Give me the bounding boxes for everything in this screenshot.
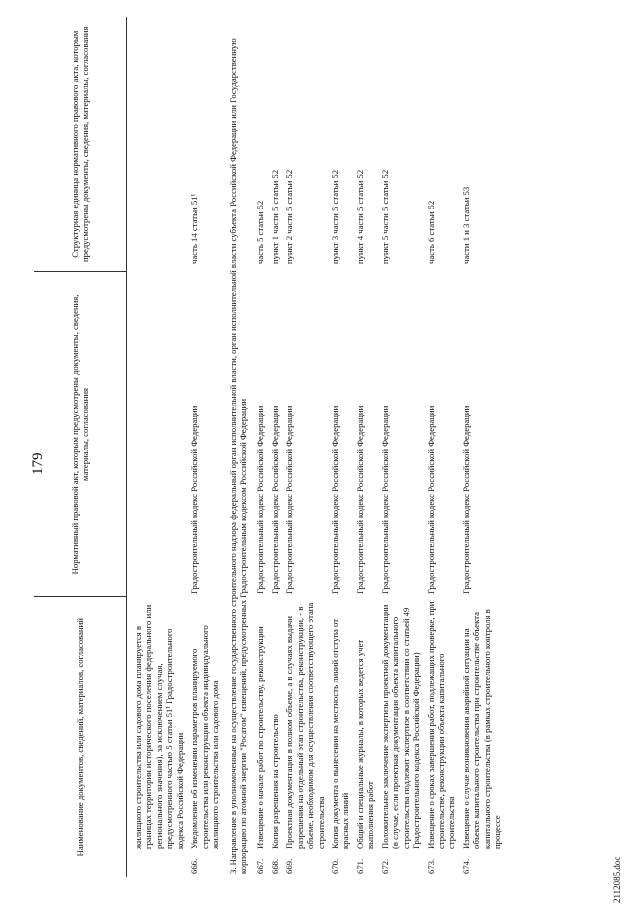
row-name: Извещение о начале работ по строительству, реконструкции xyxy=(255,626,266,849)
row-act: Градостроительный кодекс Российской Федерации xyxy=(255,405,266,594)
row-number: 671. xyxy=(354,858,365,874)
table-row xyxy=(268,17,282,877)
row-act: Градостроительный кодекс Российской Федерации xyxy=(269,405,280,594)
table-row xyxy=(187,17,222,877)
row-name: Уведомление об изменении параметров планируемого строительства или реконструкции объекта индивидуального жилищного строительства или садового дома xyxy=(189,625,221,849)
header-unit: Структурная единица нормативного правового акта, которым предусмотрены документы, сведения, материалы, согласования xyxy=(34,17,127,272)
section-heading: 3. Направление в уполномоченные на осуществление государственного строительного надзора федеральный орган исполнительной власти, орган исполнительной власти субъекта Российской Федерации или Государственную корпорацию по атомной энергии "Росатом" извещений, предусмотренных Градостроительным кодексом Российской Федерации xyxy=(227,38,248,874)
row-act: Градостроительный кодекс Российской Федерации xyxy=(460,405,471,594)
row-number: 668. xyxy=(269,858,280,874)
row-act: Градостроительный кодекс Российской Федерации xyxy=(284,405,295,594)
row-unit: пункт 4 части 5 статьи 52 xyxy=(354,169,365,264)
row-number: 669. xyxy=(284,858,295,874)
row-unit: пункт 1 части 5 статьи 52 xyxy=(269,169,280,264)
row-act: Градостроительный кодекс Российской Федерации xyxy=(189,405,200,594)
table-row xyxy=(459,17,505,877)
row-number: 672. xyxy=(379,858,390,874)
row-name: Копия документа о вынесении на местность линий отступа от красных линий xyxy=(330,618,351,849)
row-unit: пункт 3 части 5 статьи 52 xyxy=(330,169,340,264)
row-name: Проектная документация в полном объеме, а в случаях выдачи разрешения на отдельный этап строительства, реконструкции, - в объеме, необходимом для осуществления соответствующего этапа строительства xyxy=(284,602,326,849)
table-row-continuation xyxy=(127,17,188,877)
row-unit: часть 14 статьи 51¹ xyxy=(189,193,200,264)
row-act: Градостроительный кодекс Российской Федерации xyxy=(330,405,340,594)
row-unit: пункт 5 части 5 статьи 52 xyxy=(379,169,390,264)
section-row xyxy=(223,17,254,877)
table-row xyxy=(353,17,378,877)
row-name: Положительное заключение экспертизы проектной документации (в случае, если проектная документация объекта капитального строительства подлежит экспертизе в соответствии со статьей 49 Градостроительного кодекса Российской Федерации) xyxy=(379,604,422,849)
row-unit: части 1 и 3 статьи 53 xyxy=(460,186,471,264)
table-row xyxy=(328,17,353,877)
row-number: 666. xyxy=(189,858,200,874)
row-act: Градостроительный кодекс Российской Федерации xyxy=(379,405,390,594)
page-number: 179 xyxy=(30,452,46,475)
row-name: Извещение о сроках завершения работ, подлежащих проверке, при строительстве, реконструкции объекта капитального строительства xyxy=(425,601,457,849)
row-act: Градостроительный кодекс Российской Федерации xyxy=(425,405,436,594)
row-number: 670. xyxy=(330,858,340,874)
row-name: Общий и специальные журналы, в которых ведется учет выполнения работ xyxy=(354,639,376,849)
table-row xyxy=(282,17,328,877)
footer-filename: 2112085.doc xyxy=(612,856,622,903)
row-unit: часть 5 статьи 52 xyxy=(255,200,266,264)
header-name: Наименование документов, сведений, материалов, согласований xyxy=(34,597,127,877)
row-number: 667. xyxy=(255,858,266,874)
header-act: Нормативный правовой акт, которым предусмотрены документы, сведения, материалы, согласования xyxy=(34,272,127,597)
row-number: 674. xyxy=(460,858,471,874)
table-row xyxy=(378,17,424,877)
row-unit: пункт 2 части 5 статьи 52 xyxy=(284,169,295,264)
row-name: Копия разрешения на строительство xyxy=(269,714,280,849)
row-name: Извещение о случае возникновения аварийной ситуации на объекте капитального строительства при строительстве объекта капитального строительства (в рамках строительного контроля в процессе xyxy=(460,609,503,849)
row-number: 673. xyxy=(425,858,436,874)
documents-table xyxy=(34,17,505,877)
table-header-row xyxy=(34,17,127,877)
table-row xyxy=(253,17,267,877)
row-unit: часть 6 статьи 52 xyxy=(425,200,436,264)
row-act: Градостроительный кодекс Российской Федерации xyxy=(354,405,365,594)
table-row xyxy=(424,17,459,877)
continuation-text: жилищного строительства или садового дома планируется в границах территории исторического поселения федерального или регионального значения), за исключением случая, предусмотренного частью 5 статьи 51¹ Градостроительного кодекса Российской Федерации xyxy=(133,604,185,849)
